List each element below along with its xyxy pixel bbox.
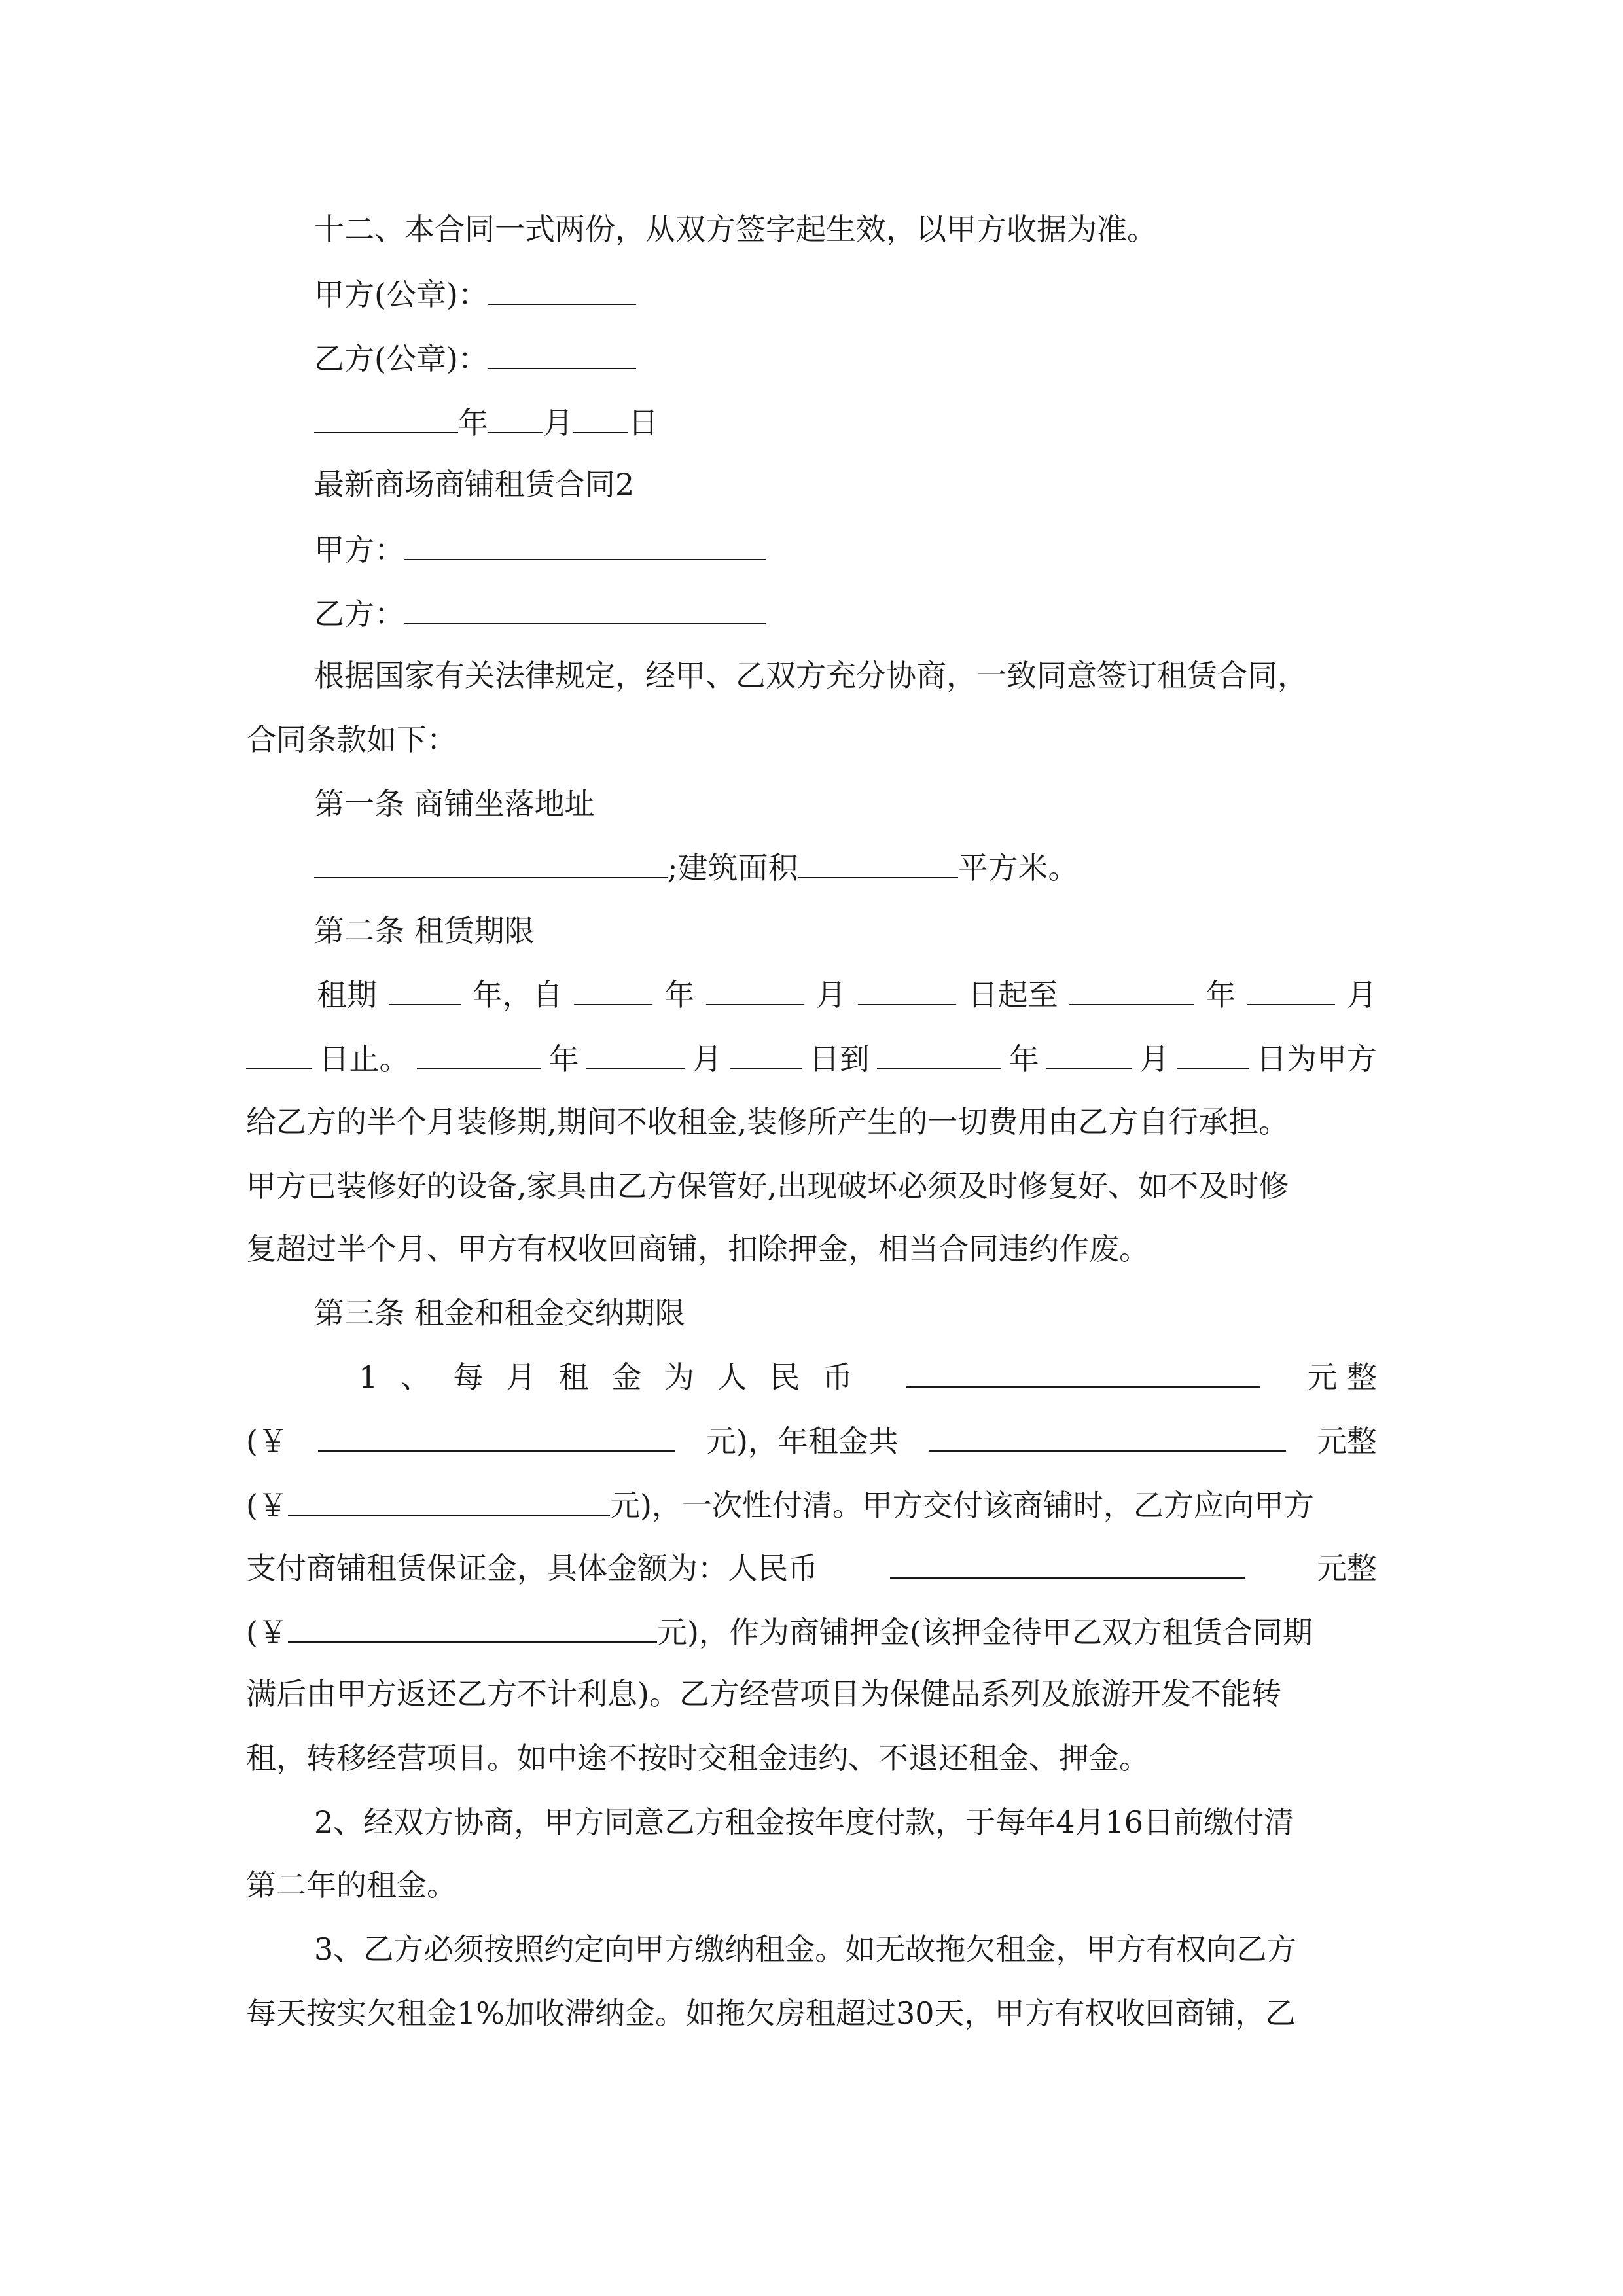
reno-end-month-blank [1046,1039,1132,1069]
party-a-blank [404,530,766,560]
reno-start-month-blank [586,1039,685,1069]
clause-12: 十二、本合同一式两份，从双方签字起生效，以甲方收据为准。 [314,211,1157,247]
article-3-title: 第三条 租金和租金交纳期限 [314,1295,685,1331]
day-label: 日 [628,405,658,440]
monthly-rent-yen: (￥ [246,1424,288,1459]
start-month-label: 月 [815,977,846,1013]
article-3-p1-line-5 [246,1613,1313,1651]
contract-2-party-b [314,594,766,632]
intro-line-2: 合同条款如下： [246,722,457,757]
monthly-rent-blank [906,1357,1260,1388]
reno-end-month-label: 月 [1139,1041,1169,1077]
article-2-line-5: 复超过半个月、甲方有权收回商铺，扣除押金，相当合同违约作废。 [246,1231,1149,1266]
start-day-label: 日起至 [967,977,1058,1013]
month-blank [488,403,543,433]
deposit-yen: (￥ [246,1615,288,1650]
article-1-title: 第一条 商铺坐落地址 [314,786,595,821]
year-blank [314,403,458,433]
monthly-rent-label: 1 、 每 月 租 金 为 人 民 币 [359,1359,859,1395]
party-a-seal-label: 甲方(公章)： [314,277,488,312]
party-b-seal-blank [488,339,636,369]
start-year-label: 年 [664,977,695,1013]
term-label: 租期 [317,977,377,1013]
annual-rent-yen: (￥ [246,1488,288,1523]
deposit-unit: 元整 [1317,1551,1377,1586]
area-label: ;建筑面积 [668,850,798,886]
deposit-blank [890,1549,1245,1579]
term-years-from: 年，自 [472,977,563,1013]
article-3-p2-line-2: 第二年的租金。 [246,1867,457,1903]
day-blank [573,403,628,433]
reno-start-day-blank [730,1039,802,1069]
start-year-blank [574,975,652,1005]
annual-rent-blank [929,1422,1286,1452]
reno-end-year-label: 年 [1008,1041,1039,1077]
annual-rent-yen-blank [288,1486,610,1516]
end-month-label: 月 [1346,977,1377,1013]
party-b-seal-label: 乙方(公章)： [314,341,488,376]
reno-end-day-label: 日为甲方 [1256,1041,1377,1077]
party-b-label: 乙方： [314,596,404,632]
intro-line-1: 根据国家有关法律规定，经甲、乙双方充分协商，一致同意签订租赁合同， [314,658,1308,693]
end-day-label: 日止。 [319,1041,410,1077]
contract-2-title: 最新商场商铺租赁合同2 [314,467,635,502]
monthly-rent-yen-blank [318,1422,675,1452]
annual-rent-unit: 元整 [1316,1424,1377,1459]
article-2-line-1 [317,975,1377,1013]
article-3-p1-line-7: 租，转移经营项目。如中途不按时交租金违约、不退还租金、押金。 [246,1740,1149,1776]
party-b-blank [404,594,766,624]
reno-start-month-label: 月 [692,1041,722,1077]
address-blank [314,848,668,878]
article-1-address-line [314,848,1079,886]
signature-party-a [314,275,636,313]
article-3-p1-line-6: 满后由甲方返还乙方不计利息)。乙方经营项目为保健品系列及旅游开发不能转 [246,1676,1281,1712]
article-2-line-4: 甲方已装修好的设备,家具由乙方保管好,出现破坏必须及时修复好、如不及时修 [246,1168,1289,1204]
reno-end-year-blank [877,1039,1001,1069]
article-3-p1-line-2 [246,1422,1377,1460]
party-a-seal-blank [488,275,636,305]
monthly-rent-unit: 元 整 [1307,1359,1377,1395]
article-2-line-2 [246,1039,1377,1077]
article-3-p1-line-4 [246,1549,1377,1587]
article-2-title: 第二条 租赁期限 [314,913,535,948]
article-3-p1-line-1 [359,1357,1377,1395]
article-3-p1-line-3 [246,1486,1314,1524]
reno-end-day-blank [1177,1039,1249,1069]
article-3-p2-line-1: 2、经双方协商，甲方同意乙方租金按年度付款，于每年4月16日前缴付清 [314,1804,1294,1840]
signature-party-b [314,339,636,377]
signature-date [314,403,658,441]
contract-2-party-a [314,530,766,568]
party-a-label: 甲方： [314,532,404,567]
start-day-blank [858,975,956,1005]
month-label: 月 [543,405,573,440]
area-unit: 平方米。 [957,850,1079,886]
annual-rent-text: 元)，一次性付清。甲方交付该商铺时，乙方应向甲方 [609,1488,1314,1523]
end-year-label: 年 [1205,977,1236,1013]
deposit-text: 元)，作为商铺押金(该押金待甲乙双方租赁合同期 [656,1615,1313,1650]
reno-start-year-blank [417,1039,541,1069]
year-label: 年 [458,405,488,440]
reno-start-year-label: 年 [548,1041,579,1077]
end-month-blank [1247,975,1335,1005]
deposit-label: 支付商铺租赁保证金，具体金额为：人民币 [246,1551,818,1586]
end-day-blank [246,1039,312,1069]
article-3-p3-line-1: 3、乙方必须按照约定向甲方缴纳租金。如无故拖欠租金，甲方有权向乙方 [314,1931,1297,1967]
article-3-p3-line-2: 每天按实欠租金1%加收滞纳金。如拖欠房租超过30天，甲方有权收回商铺，乙 [246,1996,1296,2031]
term-years-blank [389,975,461,1005]
deposit-yen-blank [288,1613,657,1643]
start-month-blank [706,975,804,1005]
article-2-line-3: 给乙方的半个月装修期,期间不收租金,装修所产生的一切费用由乙方自行承担。 [246,1104,1289,1139]
end-year-blank [1069,975,1194,1005]
area-blank [798,848,958,878]
reno-start-day-label: 日到 [809,1041,870,1077]
annual-rent-label: 元)，年租金共 [705,1424,899,1459]
